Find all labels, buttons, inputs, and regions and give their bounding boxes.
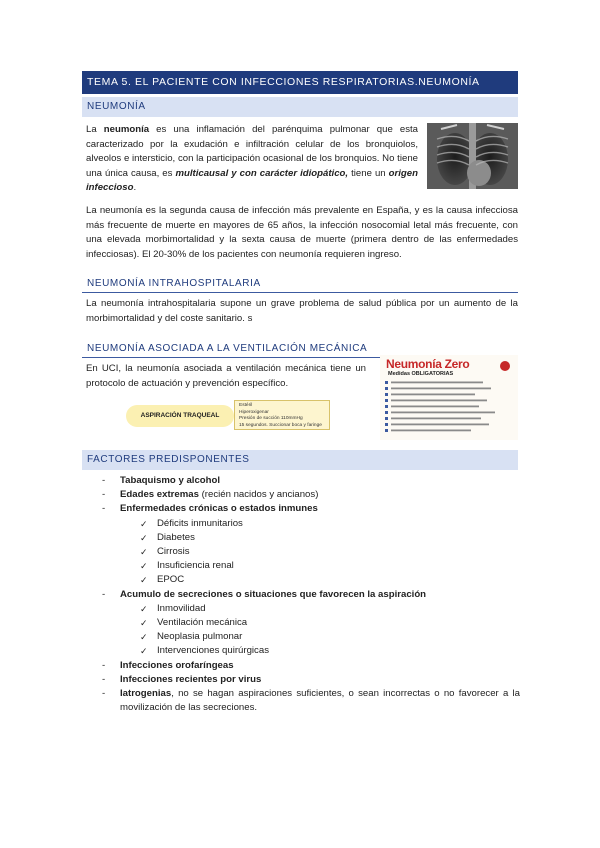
risk-factors-list xyxy=(100,474,520,715)
neumonia-zero-poster xyxy=(380,355,518,440)
list-item: - Tabaquismo y alcohol xyxy=(100,474,520,488)
tracheal-aspiration-label: ASPIRACIÓN TRAQUEAL xyxy=(126,405,234,427)
list-item: - Acumulo de secreciones o situaciones que favorecen la aspiración xyxy=(100,588,520,602)
aspiration-steps-box xyxy=(234,400,330,430)
chest-xray-image xyxy=(427,123,518,189)
list-item: - Enfermedades crónicas o estados inmunes xyxy=(100,502,520,516)
intrahospitalaria-paragraph: La neumonía intrahospitalaria supone un grave problema de salud pública por un aumento de la morbimortalidad y del coste sanitario. s xyxy=(86,298,518,324)
aspiration-step: Hiperoxigenar xyxy=(239,409,269,415)
list-item: - Infecciones recientes por virus xyxy=(100,673,520,687)
sub-list-item: ✓ Ventilación mecánica xyxy=(100,616,520,630)
neumonia-zero-subtitle: Medidas OBLIGATORIAS xyxy=(388,371,454,377)
aspiration-step: 15 segundos. Succionar boca y faringe xyxy=(239,422,322,428)
neumonia-zero-title: Neumonía Zero xyxy=(386,357,470,371)
section-heading-factores: FACTORES PREDISPONENTES xyxy=(82,450,518,470)
sub-list-item: ✓ Inmovilidad xyxy=(100,602,520,616)
sub-list-item: ✓ EPOC xyxy=(100,573,520,587)
sub-list-item: ✓ Cirrosis xyxy=(100,545,520,559)
epidemiology-paragraph: La neumonía es la segunda causa de infección más prevalente en España, y es la causa infecciosa más frecuente de muerte en mayores de 65 años, la infección nosocomial letal más frecuente, con una elevada morbimortalidad y la sexta causa de muerte (primera dentro de las enfermedades infecciosas). El 20-30% de los pacientes con neumonía requieren ingreso. xyxy=(86,205,518,260)
section-heading-neumonia: NEUMONÍA xyxy=(82,97,518,117)
sub-list-item: ✓ Déficits inmunitarios xyxy=(100,517,520,531)
sub-list-item: ✓ Diabetes xyxy=(100,531,520,545)
sub-list-item: ✓ Neoplasia pulmonar xyxy=(100,630,520,644)
list-item: - Iatrogenias, no se hagan aspiraciones suficientes, o sean incorrectas o no favorecer a la movilización de las secreciones. xyxy=(100,687,520,715)
neumonia-zero-measures-list xyxy=(380,379,518,439)
document-title-banner: TEMA 5. EL PACIENTE CON INFECCIONES RESPIRATORIAS.NEUMONÍA xyxy=(82,71,518,94)
section-heading-ventilacion: NEUMONÍA ASOCIADA A LA VENTILACIÓN MECÁNICA xyxy=(82,343,518,358)
neumonia-zero-logo-icon xyxy=(500,361,510,371)
list-item: - Edades extremas (recién nacidos y ancianos) xyxy=(100,488,520,502)
aspiration-step: Presión de succión 110mmHg xyxy=(239,416,303,422)
definition-paragraph: La neumonía es una inflamación del parénquima pulmonar que esta caracterizado por la exudación e infiltración celular de los bronquiolos, alveolos e intersticio, con la participación ocasional de los bronquios. No tiene una única causa, es multicausal y con carácter idiopático, tiene un origen infeccioso. xyxy=(86,124,418,194)
aspiration-step: Estéril xyxy=(239,403,253,408)
list-item: - Infecciones orofaríngeas xyxy=(100,659,520,673)
sub-list-item: ✓ Insuficiencia renal xyxy=(100,559,520,573)
section-heading-intrahospitalaria: NEUMONÍA INTRAHOSPITALARIA xyxy=(82,278,518,293)
sub-list-item: ✓ Intervenciones quirúrgicas xyxy=(100,644,520,658)
ventilacion-paragraph: En UCI, la neumonía asociada a ventilación mecánica tiene un protocolo de actuación y prevención específico. xyxy=(86,363,366,389)
